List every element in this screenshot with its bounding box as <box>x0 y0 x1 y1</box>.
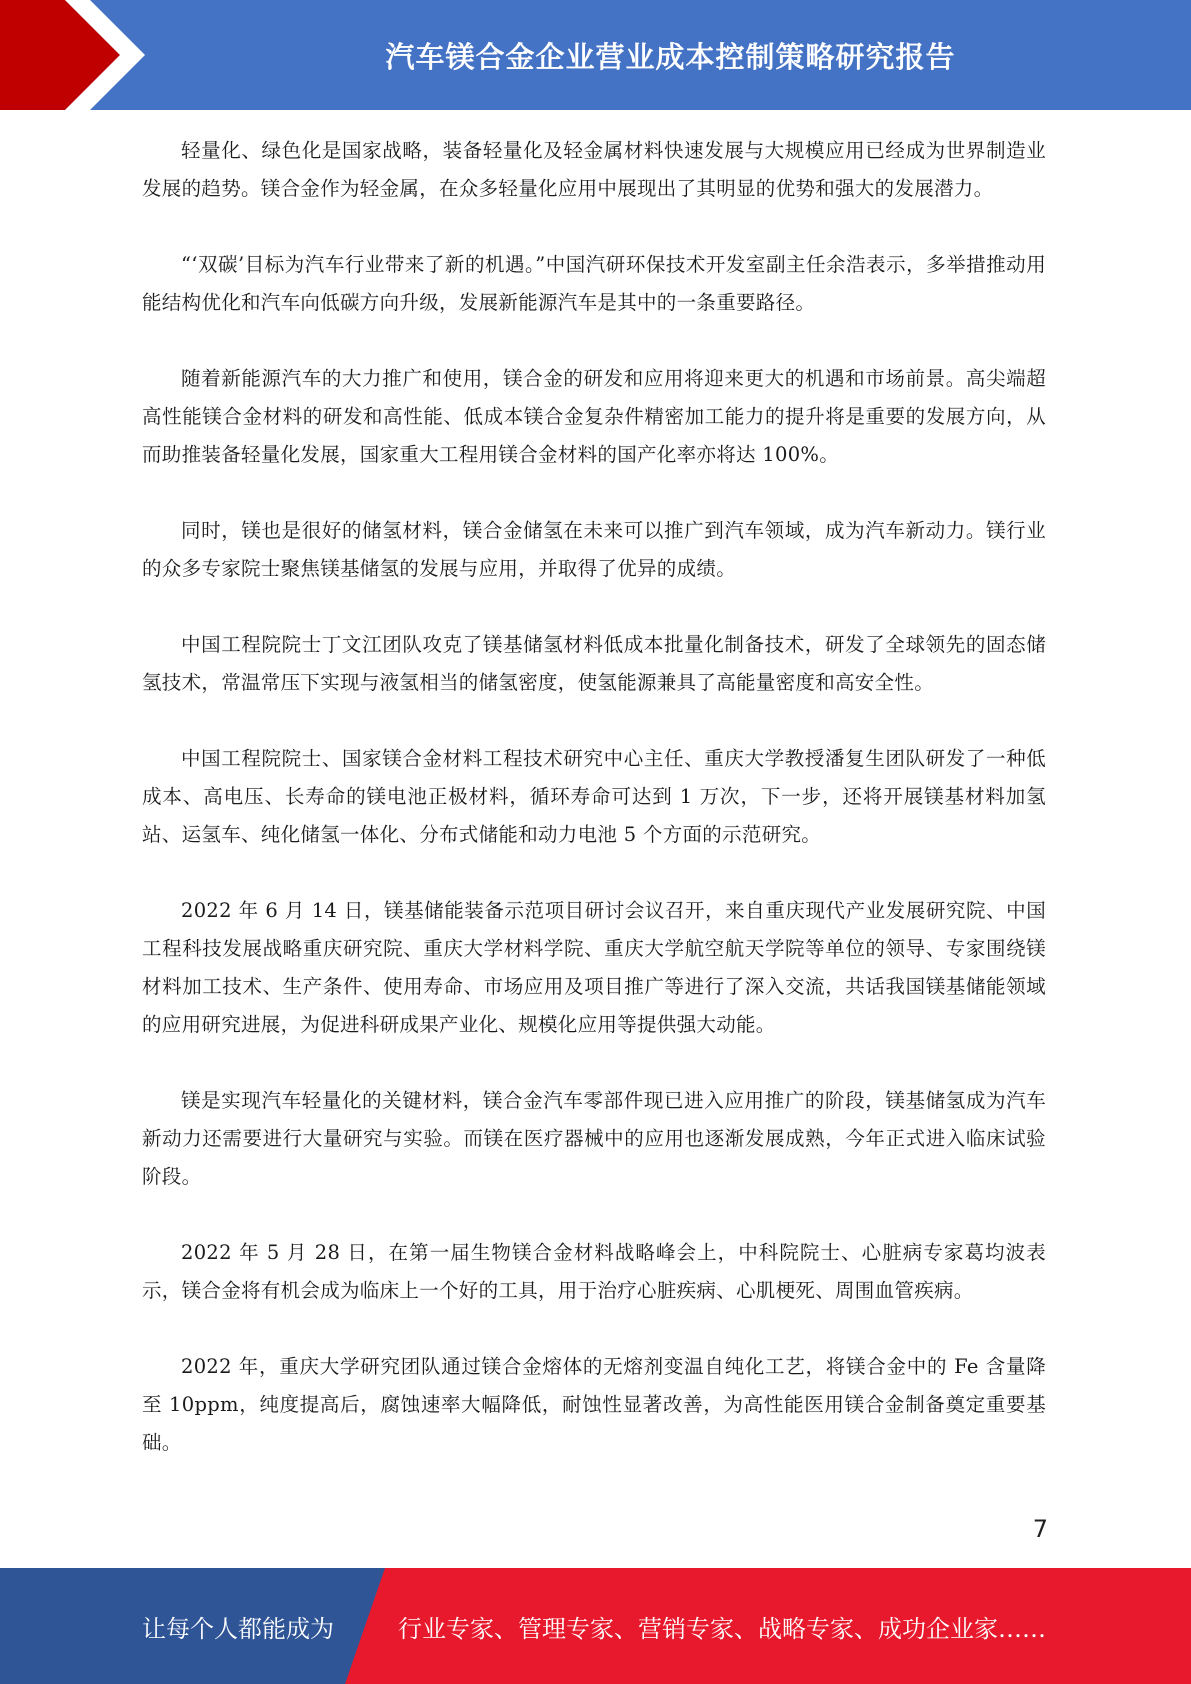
paragraph-6: 中国工程院院士、国家镁合金材料工程技术研究中心主任、重庆大学教授潘复生团队研发了一种低成本、高电压、长寿命的镁电池正极材料，循环寿命可达到 1 万次，下一步，还将开展镁基材料加氢站、运氢车、纯化储氢一体化、分布式储能和动力电池 5 个方面的示范研究。 <box>142 747 1046 846</box>
document-body <box>142 132 1046 1500</box>
paragraph-2: “‘双碳’目标为汽车行业带来了新的机遇。”中国汽研环保技术开发室副主任余浩表示，多举措推动用能结构优化和汽车向低碳方向升级，发展新能源汽车是其中的一条重要路径。 <box>142 253 1046 314</box>
footer-slogan-left: 让每个人都能成为 <box>142 1614 334 1643</box>
paragraph-4: 同时，镁也是很好的储氢材料，镁合金储氢在未来可以推广到汽车领域，成为汽车新动力。镁行业的众多专家院士聚焦镁基储氢的发展与应用，并取得了优异的成绩。 <box>142 519 1046 580</box>
paragraph-3: 随着新能源汽车的大力推广和使用，镁合金的研发和应用将迎来更大的机遇和市场前景。高尖端超高性能镁合金材料的研发和高性能、低成本镁合金复杂件精密加工能力的提升将是重要的发展方向，从而助推装备轻量化发展，国家重大工程用镁合金材料的国产化率亦将达 100%。 <box>142 367 1046 466</box>
header-arrow-decoration <box>0 0 160 110</box>
paragraph-1: 轻量化、绿色化是国家战略，装备轻量化及轻金属材料快速发展与大规模应用已经成为世界制造业发展的趋势。镁合金作为轻金属，在众多轻量化应用中展现出了其明显的优势和强大的发展潜力。 <box>142 139 1046 200</box>
paragraph-7: 2022 年 6 月 14 日，镁基储能装备示范项目研讨会议召开，来自重庆现代产业发展研究院、中国工程科技发展战略重庆研究院、重庆大学材料学院、重庆大学航空航天学院等单位的领导、专家围绕镁材料加工技术、生产条件、使用寿命、市场应用及项目推广等进行了深入交流，共话我国镁基储能领域的应用研究进展，为促进科研成果产业化、规模化应用等提供强大动能。 <box>142 899 1046 1036</box>
paragraph-8: 镁是实现汽车轻量化的关键材料，镁合金汽车零部件现已进入应用推广的阶段，镁基储氢成为汽车新动力还需要进行大量研究与实验。而镁在医疗器械中的应用也逐渐发展成熟，今年正式进入临床试验阶段。 <box>142 1089 1046 1188</box>
report-title: 汽车镁合金企业营业成本控制策略研究报告 <box>385 39 956 74</box>
paragraph-10: 2022 年，重庆大学研究团队通过镁合金熔体的无熔剂变温自纯化工艺，将镁合金中的 Fe 含量降至 10ppm，纯度提高后，腐蚀速率大幅降低，耐蚀性显著改善，为高性能医用镁合金制备奠定重要基础。 <box>142 1355 1046 1454</box>
footer-slogan-right: 行业专家、管理专家、营销专家、战略专家、成功企业家…… <box>398 1614 1046 1643</box>
paragraph-9: 2022 年 5 月 28 日，在第一届生物镁合金材料战略峰会上，中科院院士、心脏病专家葛均波表示，镁合金将有机会成为临床上一个好的工具，用于治疗心脏疾病、心肌梗死、周围血管疾病。 <box>142 1241 1046 1302</box>
paragraph-5: 中国工程院院士丁文江团队攻克了镁基储氢材料低成本批量化制备技术，研发了全球领先的固态储氢技术，常温常压下实现与液氢相当的储氢密度，使氢能源兼具了高能量密度和高安全性。 <box>142 633 1046 694</box>
page-number: 7 <box>1032 1515 1048 1543</box>
page-header <box>0 0 1191 110</box>
page-footer <box>0 1568 1191 1684</box>
